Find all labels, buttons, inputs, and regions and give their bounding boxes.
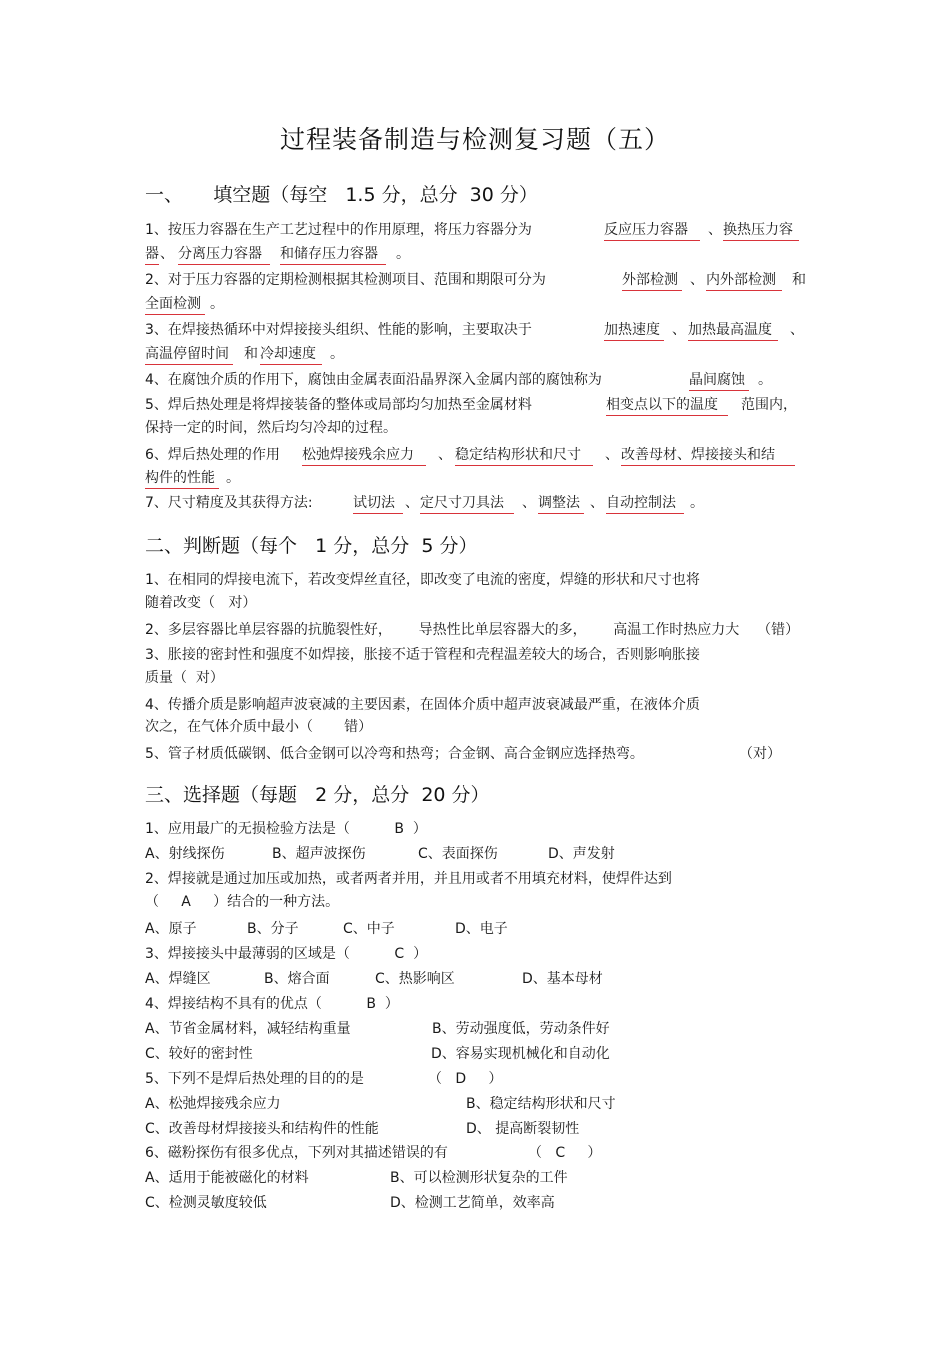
- choice-2-option-d: D、电子: [455, 921, 508, 937]
- tf-item-3-line-2: 质量（ 对）: [145, 670, 224, 686]
- fill-q7-text: 7、尺寸精度及其获得方法:: [145, 495, 313, 511]
- fill-q1-answer-2b: 器: [145, 245, 159, 265]
- tf-item-1-line-2: 随着改变（ 对）: [145, 595, 257, 611]
- fill-q7-sep-2: 、: [522, 495, 536, 511]
- fill-q3-answer-3: 高温停留时间: [145, 345, 233, 365]
- choice-4-option-a: A、节省金属材料，减轻结构重量: [145, 1021, 351, 1037]
- fill-q6-end: 。: [226, 470, 240, 486]
- tf-item-5-answer: （对）: [739, 746, 781, 762]
- choice-3-option-c: C、热影响区: [375, 971, 455, 987]
- choice-6-option-b: B、可以检测形状复杂的工件: [390, 1170, 568, 1186]
- fill-q1-sep-1: 、: [708, 222, 722, 238]
- fill-q7-answer-1: 试切法: [353, 494, 403, 514]
- choice-4-option-c: C、较好的密封性: [145, 1046, 253, 1062]
- choice-6-question: 6、磁粉探伤有很多优点，下列对其描述错误的有: [145, 1145, 448, 1161]
- choice-5-question: 5、下列不是焊后热处理的目的的是: [145, 1071, 364, 1087]
- choice-2-question: 2、焊接就是通过加压或加热，或者两者并用，并且用或者不用填充材料，使焊件达到: [145, 871, 672, 887]
- fill-q5-line-2: 保持一定的时间，然后均匀冷却的过程。: [145, 420, 397, 436]
- choice-2-question-line-2: （ A ）结合的一种方法。: [145, 894, 340, 910]
- section-fill-blank-heading: 一、 填空题（每空 1.5 分，总分 30 分）: [145, 184, 538, 206]
- fill-q1-answer-4: 和储存压力容器: [280, 245, 386, 265]
- page-title: 过程装备制造与检测复习题（五）: [279, 125, 670, 154]
- fill-q4-end: 。: [758, 372, 772, 388]
- fill-q6-sep-1: 、: [438, 447, 452, 463]
- choice-4-option-b: B、劳动强度低，劳动条件好: [432, 1021, 610, 1037]
- choice-6-option-d: D、检测工艺简单，效率高: [390, 1195, 555, 1211]
- fill-q1-answer-2a: 换热压力容: [723, 221, 799, 241]
- fill-q2-end: 。: [210, 296, 224, 312]
- tf-item-2-line-1: 2、多层容器比单层容器的抗脆裂性好， 导热性比单层容器大的多， 高温工作时热应力大 （错）: [145, 622, 800, 638]
- fill-q2-text: 2、对于压力容器的定期检测根据其检测项目、范围和期限可分为: [145, 272, 546, 288]
- fill-q7-answer-3: 调整法: [538, 494, 584, 514]
- fill-q6-answer-2: 稳定结构形状和尺寸: [455, 446, 593, 466]
- tf-item-5-line-1: 5、管子材质低碳钢、低合金钢可以冷弯和热弯；合金钢、高合金钢应选择热弯。: [145, 746, 644, 762]
- choice-1-option-d: D、声发射: [548, 846, 615, 862]
- tf-item-4-line-1: 4、传播介质是影响超声波衰减的主要因素，在固体介质中超声波衰减最严重，在液体介质: [145, 697, 700, 713]
- fill-q6-text: 6、焊后热处理的作用: [145, 447, 280, 463]
- fill-q3-answer-4: 冷却速度: [260, 345, 322, 365]
- fill-q3-answer-2: 加热最高温度: [688, 321, 778, 341]
- fill-q1-text: 1、按压力容器在生产工艺过程中的作用原理，将压力容器分为: [145, 222, 532, 238]
- choice-2-option-b: B、分子: [247, 921, 299, 937]
- fill-q7-sep-3: 、: [590, 495, 604, 511]
- choice-3-option-b: B、熔合面: [264, 971, 330, 987]
- fill-q1-sep-2: 、: [160, 246, 174, 262]
- choice-5-answer: （ D ）: [428, 1071, 503, 1087]
- fill-q1-end: 。: [396, 246, 410, 262]
- fill-q3-sep-1: 、: [672, 322, 686, 338]
- fill-q5-answer-1: 相变点以下的温度: [606, 396, 728, 416]
- fill-q6-answer-1: 松弛焊接残余应力: [302, 446, 426, 466]
- fill-q6-sep-2: 、: [605, 447, 619, 463]
- choice-1-question: 1、应用最广的无损检验方法是（ B ）: [145, 821, 427, 837]
- fill-q2-answer-2: 内外部检测: [706, 271, 782, 291]
- fill-q1-answer-1: 反应压力容器: [604, 221, 700, 241]
- fill-q7-answer-2: 定尺寸刀具法: [420, 494, 514, 514]
- fill-q6-answer-3b: 构件的性能: [145, 469, 219, 489]
- choice-1-option-a: A、射线探伤: [145, 846, 225, 862]
- fill-q3-answer-1: 加热速度: [604, 321, 664, 341]
- choice-4-question: 4、焊接结构不具有的优点（ B ）: [145, 996, 399, 1012]
- choice-2-option-c: C、中子: [343, 921, 395, 937]
- fill-q2-sep-1: 、: [690, 272, 704, 288]
- section-choice-heading: 三、选择题（每题 2 分，总分 20 分）: [145, 784, 490, 806]
- choice-6-answer: （ C ）: [528, 1145, 602, 1161]
- choice-6-option-c: C、检测灵敏度较低: [145, 1195, 267, 1211]
- fill-q5-text: 5、焊后热处理是将焊接装备的整体或局部均匀加热至金属材料: [145, 397, 532, 413]
- fill-q7-end: 。: [690, 495, 704, 511]
- choice-3-option-d: D、基本母材: [522, 971, 603, 987]
- choice-2-option-a: A、原子: [145, 921, 197, 937]
- choice-3-option-a: A、焊缝区: [145, 971, 211, 987]
- fill-q3-and: 和: [244, 346, 258, 362]
- section-true-false-heading: 二、判断题（每个 1 分，总分 5 分）: [145, 535, 478, 557]
- tf-item-1-line-1: 1、在相同的焊接电流下，若改变焊丝直径，即改变了电流的密度，焊缝的形状和尺寸也将: [145, 572, 700, 588]
- tf-item-4-line-2: 次之，在气体介质中最小（ 错）: [145, 719, 373, 735]
- choice-3-question: 3、焊接接头中最薄弱的区域是（ C ）: [145, 946, 428, 962]
- fill-q7-answer-4: 自动控制法: [606, 494, 684, 514]
- choice-5-option-a: A、松弛焊接残余应力: [145, 1096, 281, 1112]
- choice-1-option-c: C、表面探伤: [418, 846, 498, 862]
- fill-q3-sep-2: 、: [790, 322, 804, 338]
- fill-q3-text: 3、在焊接热循环中对焊接接头组织、性能的影响，主要取决于: [145, 322, 532, 338]
- choice-5-option-c: C、改善母材焊接接头和结构件的性能: [145, 1121, 379, 1137]
- fill-q2-and: 和: [792, 272, 806, 288]
- fill-q1-answer-3: 分离压力容器: [178, 245, 270, 265]
- fill-q3-end: 。: [330, 346, 344, 362]
- fill-q2-answer-1: 外部检测: [622, 271, 682, 291]
- fill-q7-sep-1: 、: [405, 495, 419, 511]
- choice-4-option-d: D、容易实现机械化和自动化: [431, 1046, 610, 1062]
- fill-q5-tail: 范围内，: [741, 397, 797, 413]
- choice-1-option-b: B、超声波探伤: [272, 846, 366, 862]
- fill-q4-answer-1: 晶间腐蚀: [689, 371, 749, 391]
- tf-item-3-line-1: 3、胀接的密封性和强度不如焊接，胀接不适于管程和壳程温差较大的场合，否则影响胀接: [145, 647, 700, 663]
- choice-5-option-b: B、稳定结构形状和尺寸: [466, 1096, 616, 1112]
- fill-q6-answer-3a: 改善母材、焊接接头和结: [621, 446, 795, 466]
- choice-6-option-a: A、适用于能被磁化的材料: [145, 1170, 309, 1186]
- choice-5-option-d: D、 提高断裂韧性: [466, 1121, 580, 1137]
- fill-q4-text: 4、在腐蚀介质的作用下，腐蚀由金属表面沿晶界深入金属内部的腐蚀称为: [145, 372, 602, 388]
- fill-q2-answer-3: 全面检测: [145, 295, 205, 315]
